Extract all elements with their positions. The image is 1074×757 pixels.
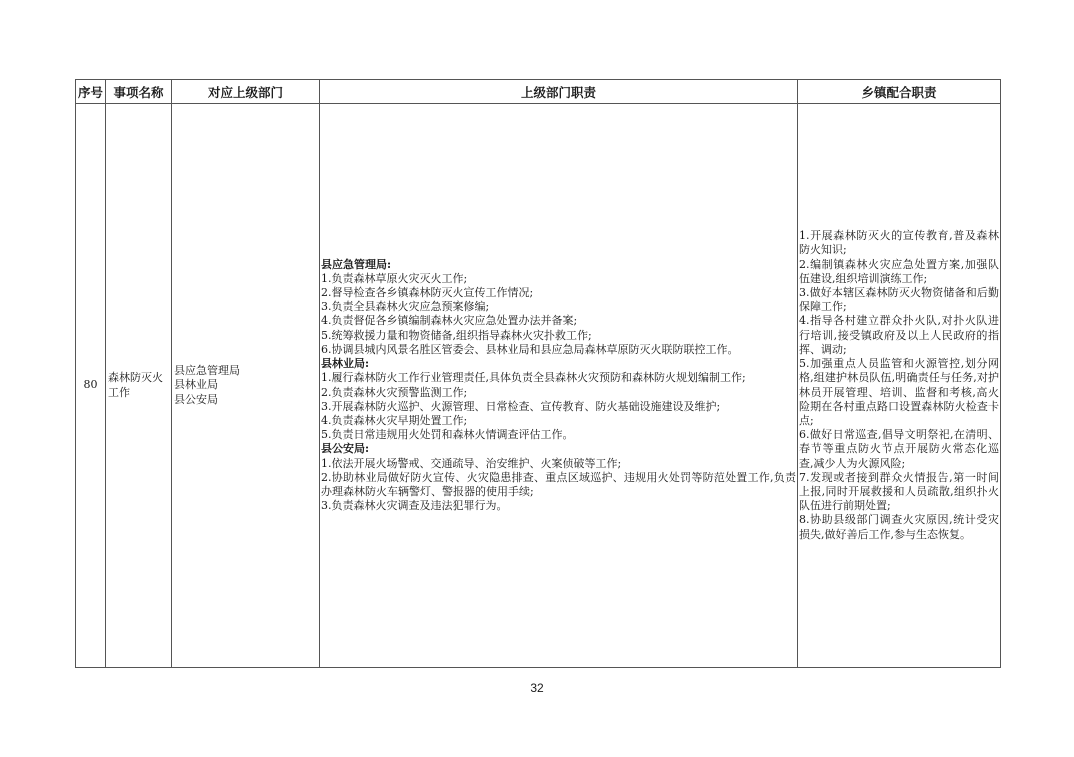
duty-group-title: 县应急管理局: <box>321 257 392 271</box>
header-superior-dept: 对应上级部门 <box>172 80 320 104</box>
town-item: 5.加强重点人员监管和火源管控,划分网格,组建护林员队伍,明确责任与任务,对护林员开展管理、培训、监督和考核,高火险期在各村重点路口设置森林防火检查卡点; <box>799 357 999 427</box>
duty-group-title: 县公安局: <box>321 442 370 456</box>
duty-item: 6.协调县城内风景名胜区管委会、县林业局和县应急局森林草原防灭火联防联控工作。 <box>321 342 739 356</box>
dept-line: 县公安局 <box>174 392 218 406</box>
duty-item: 2.协助林业局做好防火宣传、火灾隐患排查、重点区域巡护、违规用火处罚等防范处置工作,负责办理森林防火车辆警灯、警报器的使用手续; <box>321 470 796 498</box>
duty-item: 4.负责森林火灾早期处置工作; <box>321 413 468 427</box>
page-number: 32 <box>530 681 544 695</box>
dept-line: 县应急管理局 <box>174 364 240 378</box>
duty-group-title: 县林业局: <box>321 357 370 371</box>
town-item: 8.协助县级部门调查火灾原因,统计受灾损失,做好善后工作,参与生态恢复。 <box>799 513 999 541</box>
row-depts <box>172 104 320 668</box>
dept-line: 县林业局 <box>174 378 218 392</box>
town-item: 6.做好日常巡查,倡导文明祭祀,在清明、春节等重点防火节点开展防火常态化巡查,减少人为火源风险; <box>799 428 999 470</box>
town-item: 7.发现或者接到群众火情报告,第一时间上报,同时开展救援和人员疏散,组织扑火队伍进行前期处置; <box>799 470 999 513</box>
row-item-name: 森林防灭火工作 <box>106 104 172 668</box>
table-header-row <box>76 80 1001 104</box>
table-row <box>76 104 1001 668</box>
duty-item: 2.负责森林火灾预警监测工作; <box>321 385 468 399</box>
duty-item: 1.依法开展火场警戒、交通疏导、治安维护、火案侦破等工作; <box>321 456 622 470</box>
header-seq: 序号 <box>76 80 106 104</box>
header-township-duties: 乡镇配合职责 <box>798 80 1001 104</box>
duty-item: 1.负责森林草原火灾灭火工作; <box>321 271 468 285</box>
duty-item: 5.统筹救援力量和物资储备,组织指导森林火灾扑救工作; <box>321 328 592 342</box>
duty-item: 5.负责日常违规用火处罚和森林火情调查评估工作。 <box>321 428 574 442</box>
header-item-name: 事项名称 <box>106 80 172 104</box>
duty-table <box>75 79 1001 668</box>
row-township-duties <box>798 104 1001 668</box>
duty-item: 3.负责全县森林火灾应急预案修编; <box>321 300 490 314</box>
town-item: 3.做好本辖区森林防灭火物资储备和后勤保障工作; <box>799 286 999 314</box>
town-item: 1.开展森林防灭火的宣传教育,普及森林防火知识; <box>799 229 999 257</box>
duty-item: 2.督导检查各乡镇森林防灭火宣传工作情况; <box>321 286 534 300</box>
duty-item: 1.履行森林防火工作行业管理责任,具体负责全县森林火灾预防和森林防火规划编制工作; <box>321 371 746 385</box>
duty-item: 3.负责森林火灾调查及违法犯罪行为。 <box>321 499 508 513</box>
town-item: 4.指导各村建立群众扑火队,对扑火队进行培训,接受镇政府及以上人民政府的指挥、调动; <box>799 314 999 356</box>
duty-item: 3.开展森林防火巡护、火源管理、日常检查、宣传教育、防火基础设施建设及维护; <box>321 399 721 413</box>
duty-item: 4.负责督促各乡镇编制森林火灾应急处置办法并备案; <box>321 314 578 328</box>
row-seq: 80 <box>76 104 106 668</box>
town-item: 2.编制镇森林火灾应急处置方案,加强队伍建设,组织培训演练工作; <box>799 257 999 285</box>
row-superior-duties <box>320 104 798 668</box>
header-superior-duties: 上级部门职责 <box>320 80 798 104</box>
